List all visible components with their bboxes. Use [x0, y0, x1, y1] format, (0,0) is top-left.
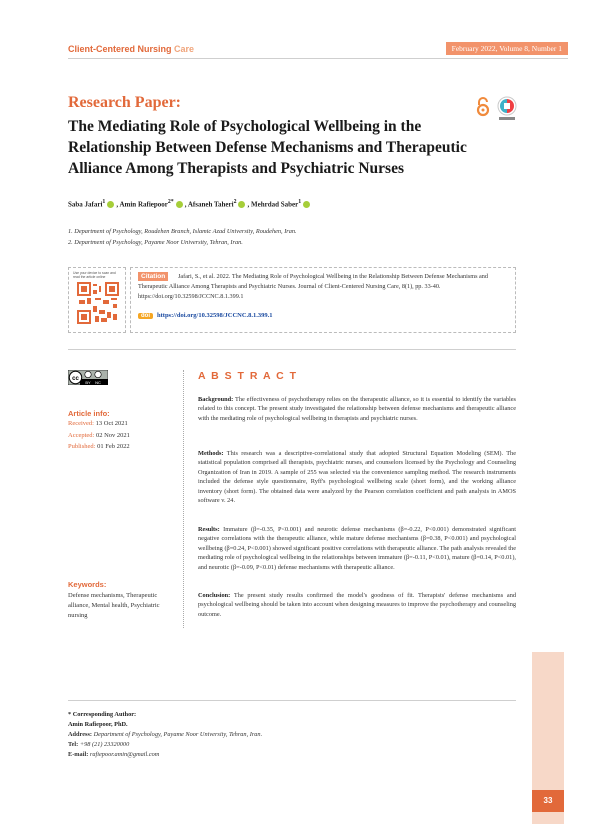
abstract-heading: A B S T R A C T — [198, 370, 298, 382]
accepted-value: 02 Nov 2021 — [95, 432, 130, 439]
received-label: Received: — [68, 420, 94, 427]
received-date — [68, 420, 128, 427]
citation-label: Citation — [138, 272, 168, 281]
author-affil-mark: 2 — [233, 199, 237, 205]
crossmark-icon[interactable] — [496, 96, 518, 122]
corresponding-author — [68, 710, 262, 760]
abstract-results — [198, 525, 516, 572]
author-affil-mark: 1 — [102, 199, 106, 205]
orcid-icon[interactable] — [238, 201, 245, 208]
journal-name-part3: Care — [171, 44, 195, 54]
doi-link[interactable] — [138, 312, 273, 319]
qr-caption: Use your device to scan and read the article online — [73, 271, 116, 279]
tel-label: Tel: — [68, 741, 79, 748]
page-number: 33 — [532, 790, 564, 812]
journal-name-part1: Client-Centered — [68, 44, 138, 54]
keywords-text: Defense mechanisms, Therapeutic alliance, Mental health, Psychiatric nursing — [68, 592, 160, 619]
article-info-heading: Article info: — [68, 409, 110, 418]
author-name[interactable]: Amin Rafiepoor — [119, 200, 168, 209]
accepted-label: Accepted: — [68, 432, 95, 439]
corresponding-address — [68, 730, 262, 740]
author-name[interactable]: Afsaneh Taheri — [187, 200, 234, 209]
doi-icon: doi — [138, 313, 153, 319]
header-divider — [68, 58, 568, 59]
paper-type: Research Paper: — [68, 94, 181, 111]
svg-text:cc: cc — [72, 376, 79, 382]
address-value: Department of Psychology, Payame Noor University, Tehran, Iran. — [93, 731, 263, 738]
received-value: 13 Oct 2021 — [95, 420, 128, 427]
abstract-background — [198, 395, 516, 423]
corresponding-email — [68, 750, 262, 760]
orcid-icon[interactable] — [176, 201, 183, 208]
citation-panel — [130, 267, 516, 333]
author-affil-mark: 1 — [298, 199, 302, 205]
email-label: E-mail: — [68, 751, 89, 758]
methods-text: This research was a descriptive-correlational study that adopted Structural Equation Modeling (SEM). The statistical population comprised all therapists, psychiatric nurses, and counselors licensed by the Psychology and Counseling Organization of Iran in 2019. A sample of 255 was selected via the convenience sampling method. The research instruments included the defense style questionnaire, Ryff's psychological wellbeing scale (short form), and the working alliance inventory (short form). The obtained data were analyzed by the Pearson correlation coefficient and path analysis in AMOS software v. 24. — [198, 450, 516, 505]
tel-value: +98 (21) 23320000 — [79, 741, 130, 748]
column-divider — [183, 370, 184, 628]
doi-text[interactable]: https://doi.org/10.32598/JCCNC.8.1.399.1 — [157, 312, 273, 319]
keywords-heading: Keywords: — [68, 580, 107, 589]
citation-body — [138, 272, 512, 302]
results-text: Immature (β=-0.35, P<0.001) and neurotic defense mechanisms (β=-0.22, P<0.001) demonstrated significant negative correlations with the therapeutic alliance, while mature defense mechanisms (β=0.38, P<0.001) and psychological wellbeing (β=0.24, P<0.001) showed significant positive correlations with therapeutic alliance. The path analysis revealed the mediating role of psychological wellbeing in the relationships between immature (β=-0.11, P<0.01), mature (β=0.14, P<0.01), and neurotic (β=-0.09, P<0.01) defense mechanisms with therapeutic alliance. — [198, 526, 517, 571]
qr-panel — [68, 267, 126, 333]
background-text: The effectiveness of psychotherapy relies on the therapeutic alliance, so it is essential to identify the variables related to this concept. The present study investigated the relationship between defense mechanisms and therapeutic alliance with the mediating role of psychological wellbeing in therapists and psychiatric nurses. — [198, 396, 517, 422]
journal-name-part2: Nursing — [137, 44, 172, 54]
qr-code-icon[interactable] — [77, 282, 119, 324]
footer-divider — [68, 700, 516, 701]
results-label: Results: — [198, 526, 220, 533]
section-divider — [68, 349, 516, 350]
cc-by-nc-icon[interactable] — [68, 370, 108, 385]
svg-text:BY: BY — [85, 380, 91, 385]
author-name[interactable]: Saba Jafari — [68, 200, 103, 209]
address-label: Address: — [68, 731, 93, 738]
corresponding-name: Amin Rafiepoor, PhD. — [68, 721, 128, 728]
issue-badge: February 2022, Volume 8, Number 1 — [446, 42, 568, 55]
affiliation: 2. Department of Psychology, Payame Noor University, Tehran, Iran. — [68, 239, 243, 246]
affiliation: 1. Department of Psychology, Roudehen Branch, Islamic Azad University, Roudehen, Iran. — [68, 228, 297, 235]
paper-title: The Mediating Role of Psychological Wellbeing in the Relationship Between Defense Mechanisms and Therapeutic Alliance Among Therapists and Psychiatric Nurses — [68, 118, 467, 177]
abstract-methods — [198, 449, 516, 505]
open-access-icon[interactable] — [476, 97, 490, 117]
svg-text:NC: NC — [95, 380, 101, 385]
corresponding-tel — [68, 740, 262, 750]
accepted-date — [68, 432, 130, 439]
corresponding-heading: * Corresponding Author: — [68, 711, 137, 718]
methods-label: Methods: — [198, 450, 224, 457]
background-label: Background: — [198, 396, 234, 403]
email-value[interactable]: rafiepoor.amin@gmail.com — [89, 751, 160, 758]
conclusion-text: The present study results confirmed the model's goodness of fit. Therapists' defense mechanisms and psychological wellbeing should be taken into account when designing measures to improve the psychotherapy and counseling outcome. — [198, 592, 516, 618]
published-label: Published: — [68, 443, 96, 450]
author-list: Saba Jafari$^1$ , Amin Rafiepoor$^{2*}$ , Afsaneh Taheri$^2$ , Mehrdad Saber$^1$ — [68, 199, 312, 208]
published-value: 01 Feb 2022 — [97, 443, 130, 450]
author-name[interactable]: Mehrdad Saber — [250, 200, 299, 209]
journal-name — [68, 44, 194, 54]
citation-text: Jafari, S., et al. 2022. The Mediating Role of Psychological Wellbeing in the Relationship Between Defense Mechanisms and Therapeutic Alliance Among Therapists and Psychiatric Nurses. Journal of Client-Centered Nursing Care, 8(1), pp. 33-40. https://doi.org/10.32598/JCCNC.8.1.399.1 — [138, 273, 488, 300]
orcid-icon[interactable] — [303, 201, 310, 208]
author-affil-mark: 2* — [167, 199, 174, 205]
orcid-icon[interactable] — [107, 201, 114, 208]
published-date — [68, 443, 130, 450]
abstract-conclusion — [198, 591, 516, 619]
conclusion-label: Conclusion: — [198, 592, 231, 599]
